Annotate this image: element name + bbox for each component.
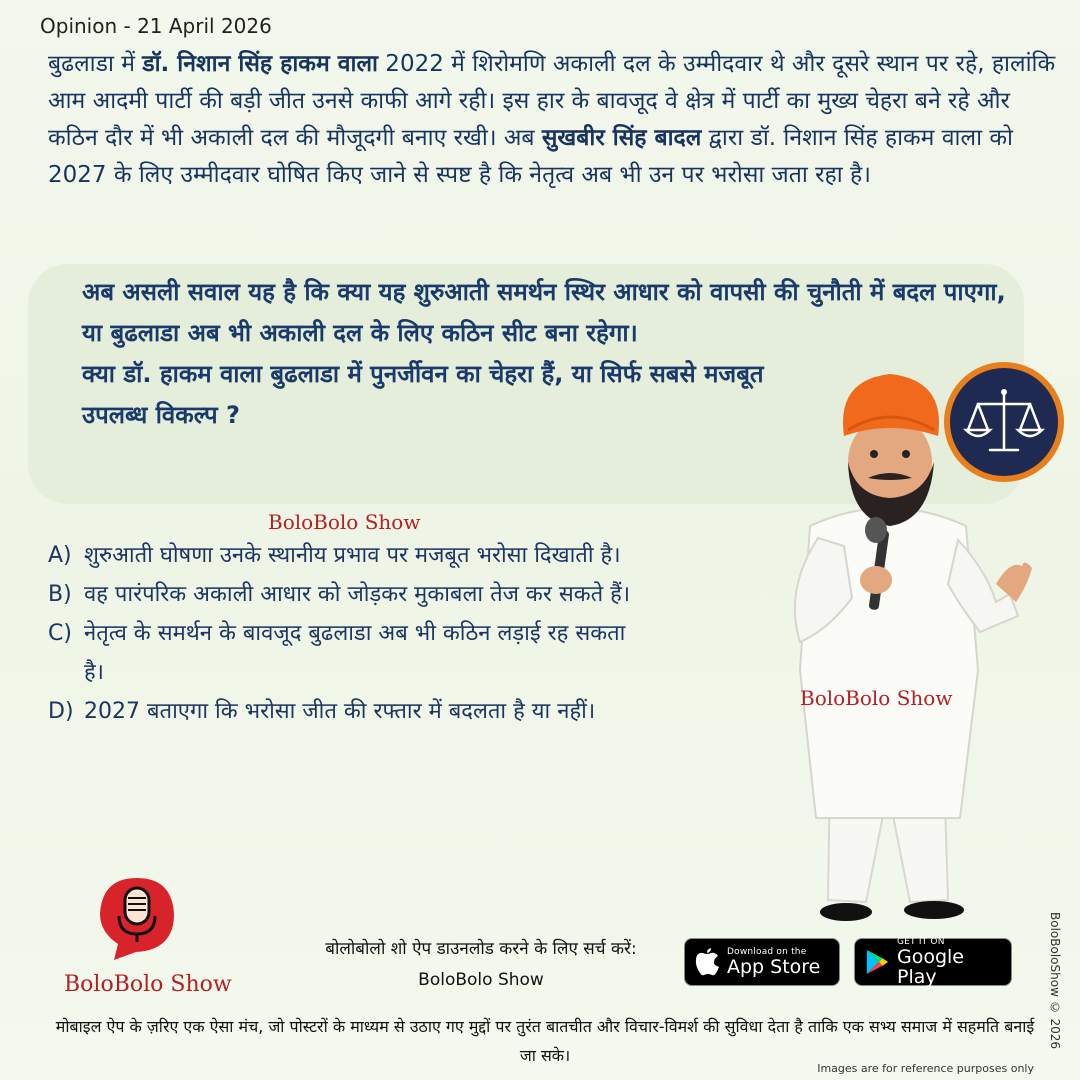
apple-icon [695, 948, 719, 976]
google-play-caption: GET IT ON [897, 937, 945, 947]
option-key: D) [48, 699, 74, 724]
option-c [48, 614, 688, 692]
option-b [48, 575, 688, 614]
app-store-caption: Download on the [727, 947, 807, 957]
candidate-name: डॉ. निशान सिंह हाकम वाला [142, 51, 378, 77]
intro-text-2: 2022 में शिरोमणि अकाली दल के उम्मीदवार थे और दूसरे स्थान पर रहे, हालांकि आम आदमी पार्टी की बड़ी जीत उनसे काफी आगे रही। इस हार के बावजूद वे क्षेत्र में पार्टी का मुख्य चेहरा बने रहे और कठिन दौर में भी अकाली दल की मौजूदगी बनाए रखी। अब [48, 51, 1056, 151]
app-store-button[interactable] [684, 938, 840, 986]
google-play-button[interactable] [854, 938, 1012, 986]
copyright-notice: BoloBoloShow © 2026 [1048, 912, 1062, 1050]
google-play-icon [865, 948, 889, 976]
download-line-1: बोलोबोलो शो ऐप डाउनलोड करने के लिए सर्च करें: [325, 939, 637, 959]
logo-text: BoloBolo Show [64, 972, 232, 997]
option-text: 2027 बताएगा कि भरोसा जीत की रफ्तार में बदलता है या नहीं। [84, 699, 596, 724]
option-text: वह पारंपरिक अकाली आधार को जोड़कर मुकाबला तेज कर सकते हैं। [84, 582, 631, 607]
app-store-label: App Store [727, 956, 821, 978]
option-a [48, 536, 688, 575]
brand-watermark-a: BoloBolo Show [268, 510, 421, 534]
option-text: शुरुआती घोषणा उनके स्थानीय प्रभाव पर मजबूत भरोसा दिखाती है। [84, 543, 621, 568]
image-disclaimer: Images are for reference purposes only [817, 1062, 1034, 1075]
date-line: Opinion - 21 April 2026 [40, 14, 272, 38]
question-followup: क्या डॉ. हाकम वाला बुढलाडा में पुनर्जीवन का चेहरा हैं, या सिर्फ सबसे मजबूत उपलब्ध विकल्प ? [82, 360, 764, 429]
intro-text-3: द्वारा डॉ. निशान सिंह हाकम वाला को 2027 के लिए उम्मीदवार घोषित किए जाने से स्पष्ट है कि नेतृत्व अब भी उन पर भरोसा जता रहा है। [48, 125, 1013, 188]
option-key: C) [48, 621, 72, 646]
answer-options [48, 536, 688, 731]
download-line-2: BoloBolo Show [418, 970, 544, 990]
download-instructions [296, 934, 666, 996]
option-d [48, 692, 688, 731]
brand-watermark-b: BoloBolo Show [800, 686, 953, 710]
leader-name: सुखबीर सिंह बादल [541, 125, 702, 151]
option-key: A) [48, 543, 72, 568]
footer-description: मोबाइल ऐप के ज़रिए एक ऐसा मंच, जो पोस्टरों के माध्यम से उठाए गए मुद्दों पर तुरंत बातचीत और विचार-विमर्श की सुविधा देता है ताकि एक सभ्य समाज में सहमति बनाई जा सके। [55, 1017, 1035, 1065]
microphone-icon [92, 872, 182, 962]
question-main: अब असली सवाल यह है कि क्या यह शुरुआती समर्थन स्थिर आधार को वापसी की चुनौती में बदल पाएगा, या बुढलाडा अब भी अकाली दल के लिए कठिन सीट बना रहेगा। [82, 278, 1006, 347]
intro-text-1: बुढलाडा में [48, 51, 143, 77]
intro-paragraph [48, 46, 1058, 194]
candidate-illustration [748, 370, 1048, 930]
google-play-label: Google Play [897, 946, 965, 988]
option-key: B) [48, 582, 72, 607]
option-text: नेतृत्व के समर्थन के बावजूद बुढलाडा अब भी कठिन लड़ाई रह सकता है। [84, 621, 626, 685]
